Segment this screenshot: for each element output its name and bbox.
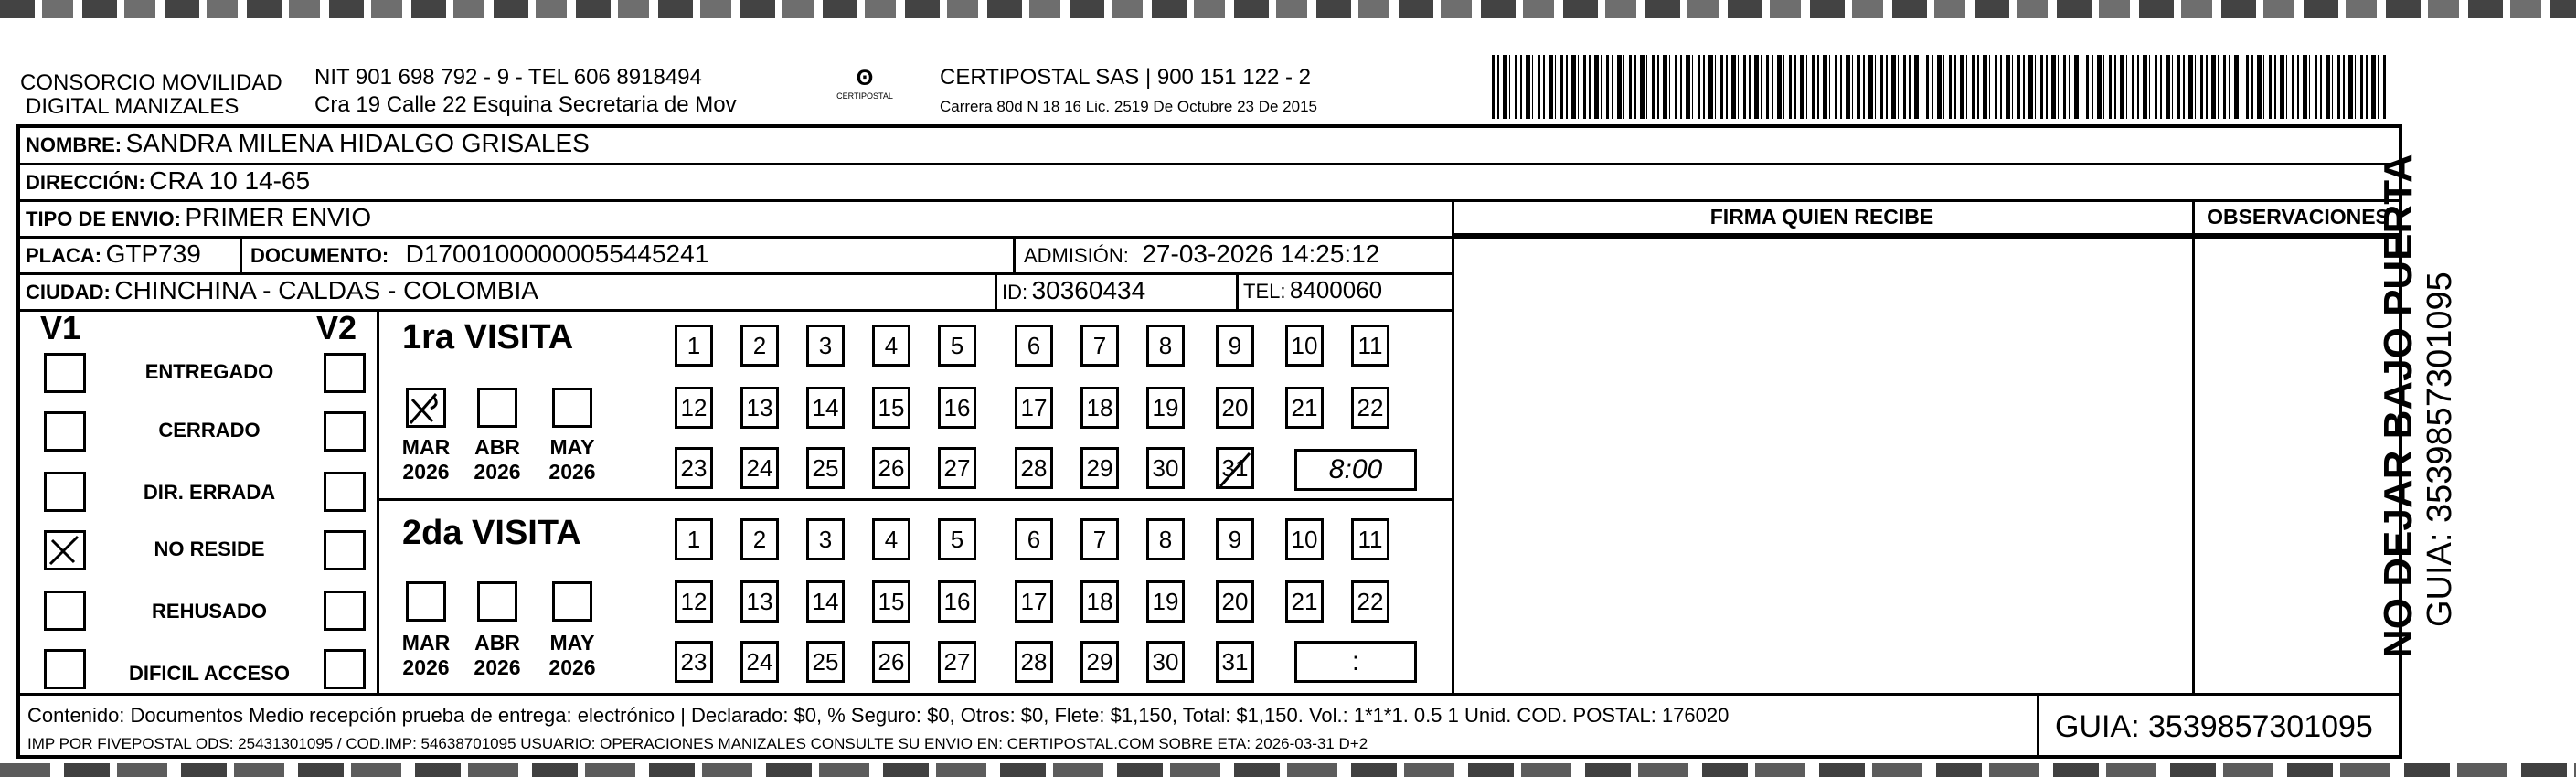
day-box[interactable]: 6 xyxy=(1015,325,1053,367)
company-name xyxy=(20,71,282,119)
visit2-month-mar-checkbox[interactable] xyxy=(406,581,446,622)
visit1-month-abr-checkbox[interactable] xyxy=(477,388,517,428)
visit1-title: 1ra VISITA xyxy=(402,318,574,357)
admision-value: 27-03-2026 14:25:12 xyxy=(1142,239,1380,268)
status-dificil-acceso: DIFICIL ACCESO xyxy=(128,662,290,685)
guia-footer: GUIA: 3539857301095 xyxy=(2055,709,2373,744)
visit1-month-may xyxy=(543,435,601,484)
day-box[interactable]: 17 xyxy=(1015,580,1053,623)
divider xyxy=(16,309,1453,312)
nombre-label: NOMBRE: xyxy=(26,133,122,156)
tipo-row xyxy=(26,203,371,232)
day-box[interactable]: 4 xyxy=(872,518,910,560)
day-box[interactable]: 24 xyxy=(740,641,779,683)
observaciones-label: OBSERVACIONES xyxy=(2207,205,2390,229)
day-box[interactable]: 26 xyxy=(872,641,910,683)
tipo-label: TIPO DE ENVIO: xyxy=(26,208,181,230)
status-entregado: ENTREGADO xyxy=(144,360,274,383)
checkmark-icon xyxy=(409,390,443,425)
day-box[interactable]: 16 xyxy=(938,387,976,429)
side-guia: GUIA: 3539857301095 xyxy=(2421,271,2459,627)
divider xyxy=(16,236,2402,239)
status-no-reside: NO RESIDE xyxy=(154,538,265,560)
visit1-month-mar xyxy=(397,435,455,484)
visit2-month-mar xyxy=(397,631,455,680)
v1-checkbox-dificil-acceso[interactable] xyxy=(44,649,86,689)
day-box[interactable]: 8 xyxy=(1146,518,1185,560)
month-year: 2026 xyxy=(474,460,521,484)
month-year: 2026 xyxy=(402,460,450,484)
day-box[interactable]: 11 xyxy=(1351,518,1389,560)
courier-info xyxy=(940,66,1317,119)
visit2-time: : xyxy=(1351,646,1360,676)
day-box[interactable]: 23 xyxy=(675,447,713,489)
status-rehusado: REHUSADO xyxy=(152,600,267,623)
placa-value: GTP739 xyxy=(105,239,201,268)
day-box[interactable]: 22 xyxy=(1351,580,1389,623)
id-value: 30360434 xyxy=(1031,276,1146,304)
day-box[interactable]: 8 xyxy=(1146,325,1185,367)
day-box[interactable]: 29 xyxy=(1080,447,1119,489)
day-box[interactable]: 10 xyxy=(1285,325,1324,367)
v2-checkbox-cerrado[interactable] xyxy=(324,411,366,452)
month-name: MAR xyxy=(401,631,451,655)
divider xyxy=(240,236,242,272)
visit1-time: 8:00 xyxy=(1328,454,1383,484)
visit2-time-box[interactable] xyxy=(1294,641,1417,683)
v2-checkbox-rehusado[interactable] xyxy=(324,591,366,631)
contenido-line: Contenido: Documentos Medio recepción prueba de entrega: electrónico | Declarado: $0, % Seguro: $0, Otros: $0, Flete: $1,150, Total: $1,150. Vol.: 1*1*1. 0.5 1 Unid. COD. POSTAL: 176020 xyxy=(27,704,1730,727)
divider xyxy=(1452,199,1454,693)
month-year: 2026 xyxy=(474,655,521,679)
day-box[interactable]: 19 xyxy=(1146,387,1185,429)
company-line2: DIGITAL MANIZALES xyxy=(26,94,240,119)
v2-checkbox-dificil-acceso[interactable] xyxy=(324,649,366,689)
visit2-month-may-checkbox[interactable] xyxy=(552,581,592,622)
v2-checkbox-dir-errada[interactable] xyxy=(324,472,366,512)
barcode xyxy=(1492,55,2388,119)
v1-checkbox-entregado[interactable] xyxy=(44,353,86,393)
day-box[interactable]: 3 xyxy=(806,325,845,367)
tel-value: 8400060 xyxy=(1289,276,1383,303)
day-box[interactable]: 16 xyxy=(938,580,976,623)
tel-cell xyxy=(1243,276,1382,304)
status-dir-errada: DIR. ERRADA xyxy=(143,481,276,504)
v1-label: V1 xyxy=(40,309,81,346)
day-box[interactable]: 28 xyxy=(1015,641,1053,683)
day-box[interactable]: 2 xyxy=(740,518,779,560)
torn-top-edge xyxy=(0,0,2576,18)
v1-checkbox-no-reside[interactable] xyxy=(44,530,86,570)
nombre-row xyxy=(26,129,590,158)
day-box[interactable]: 7 xyxy=(1080,518,1119,560)
courier-line: CERTIPOSTAL SAS | 900 151 122 - 2 xyxy=(940,65,1311,90)
documento-value: D17001000000055445241 xyxy=(405,239,709,268)
month-year: 2026 xyxy=(402,655,450,679)
visit1-month-may-checkbox[interactable] xyxy=(552,388,592,428)
divider xyxy=(995,272,997,309)
checkmark-icon xyxy=(47,533,83,568)
month-year: 2026 xyxy=(548,655,596,679)
divider xyxy=(16,693,2402,696)
imp-line: IMP POR FIVEPOSTAL ODS: 25431301095 / COD.IMP: 54638701095 USUARIO: OPERACIONES MANIZALES CONSULTE SU ENVIO EN: CERTIPOSTAL.COM SOBRE ETA: 2026-03-31 D+2 xyxy=(27,735,1368,752)
certipostal-logo xyxy=(830,66,899,101)
admision-cell xyxy=(1024,239,1379,269)
nit-line: NIT 901 698 792 - 9 - TEL 606 8918494 xyxy=(314,65,702,90)
day-box[interactable]: 21 xyxy=(1285,580,1324,623)
v1-checkbox-cerrado[interactable] xyxy=(44,411,86,452)
company-line1: CONSORCIO MOVILIDAD xyxy=(20,70,282,95)
day-box[interactable]: 30 xyxy=(1146,447,1185,489)
day-box[interactable]: 28 xyxy=(1015,447,1053,489)
day-box[interactable]: 6 xyxy=(1015,518,1053,560)
day-box[interactable]: 21 xyxy=(1285,387,1324,429)
day-box[interactable]: 15 xyxy=(872,580,910,623)
divider xyxy=(377,309,379,693)
tipo-value: PRIMER ENVIO xyxy=(185,203,372,231)
visit2-month-may xyxy=(543,631,601,680)
day-box[interactable]: 9 xyxy=(1216,325,1254,367)
divider xyxy=(1236,272,1239,309)
v2-checkbox-entregado[interactable] xyxy=(324,353,366,393)
day-box[interactable]: 31 xyxy=(1216,641,1254,683)
visit1-month-mar-checkbox[interactable] xyxy=(406,388,446,428)
logo-text: CERTIPOSTAL xyxy=(836,91,893,101)
day-box[interactable]: 22 xyxy=(1351,387,1389,429)
divider xyxy=(2037,693,2039,759)
day-box[interactable]: 5 xyxy=(938,518,976,560)
day-box[interactable]: 31 xyxy=(1216,447,1254,489)
day-box[interactable]: 5 xyxy=(938,325,976,367)
divider xyxy=(2192,199,2195,693)
day-box[interactable]: 7 xyxy=(1080,325,1119,367)
month-name: MAR xyxy=(401,435,451,459)
month-name: MAY xyxy=(549,435,595,459)
month-name: ABR xyxy=(474,631,520,655)
day-box[interactable]: 1 xyxy=(675,325,713,367)
id-cell xyxy=(1002,276,1145,305)
ciudad-value: CHINCHINA - CALDAS - COLOMBIA xyxy=(114,276,538,304)
day-box[interactable]: 29 xyxy=(1080,641,1119,683)
day-box[interactable]: 27 xyxy=(938,641,976,683)
side-notice xyxy=(2377,110,2532,658)
day-box[interactable]: 27 xyxy=(938,447,976,489)
day-box[interactable]: 19 xyxy=(1146,580,1185,623)
documento-label: DOCUMENTO: xyxy=(250,244,389,267)
day-box[interactable]: 11 xyxy=(1351,325,1389,367)
divider xyxy=(16,163,2402,165)
visit-divider xyxy=(377,498,1453,501)
day-box[interactable]: 14 xyxy=(806,580,845,623)
placa-cell xyxy=(26,239,201,269)
v1-checkbox-rehusado[interactable] xyxy=(44,591,86,631)
v1-checkbox-dir-errada[interactable] xyxy=(44,472,86,512)
day-box[interactable]: 24 xyxy=(740,447,779,489)
month-name: MAY xyxy=(549,631,595,655)
ciudad-cell xyxy=(26,276,538,305)
day-box[interactable]: 20 xyxy=(1216,580,1254,623)
day-box[interactable]: 17 xyxy=(1015,387,1053,429)
direccion-row xyxy=(26,166,310,196)
day-box[interactable]: 12 xyxy=(675,580,713,623)
day-box[interactable]: 13 xyxy=(740,387,779,429)
v2-checkbox-no-reside[interactable] xyxy=(324,530,366,570)
firma-quien-recibe-label: FIRMA QUIEN RECIBE xyxy=(1709,205,1934,229)
day-box[interactable]: 10 xyxy=(1285,518,1324,560)
divider xyxy=(1013,236,1016,272)
day-box[interactable]: 18 xyxy=(1080,387,1119,429)
day-box[interactable]: 15 xyxy=(872,387,910,429)
id-label: ID: xyxy=(1002,281,1028,303)
visit2-month-abr-checkbox[interactable] xyxy=(477,581,517,622)
logo-icon: ʘ xyxy=(856,66,874,90)
day-box[interactable]: 18 xyxy=(1080,580,1119,623)
v2-label: V2 xyxy=(316,309,357,346)
nombre-value: SANDRA MILENA HIDALGO GRISALES xyxy=(125,129,590,157)
company-info xyxy=(314,66,737,117)
day-box[interactable]: 9 xyxy=(1216,518,1254,560)
ciudad-label: CIUDAD: xyxy=(26,281,111,303)
day-box[interactable]: 26 xyxy=(872,447,910,489)
checkmark-icon xyxy=(1219,450,1253,488)
visit2-title: 2da VISITA xyxy=(402,514,581,552)
signature-field[interactable] xyxy=(1457,239,2188,689)
month-name: ABR xyxy=(474,435,520,459)
courier-address: Carrera 80d N 18 16 Lic. 2519 De Octubre 23 De 2015 xyxy=(940,98,1317,115)
torn-bottom-edge xyxy=(0,763,2576,777)
tel-label: TEL: xyxy=(1243,280,1286,303)
day-box[interactable]: 13 xyxy=(740,580,779,623)
day-box[interactable]: 25 xyxy=(806,447,845,489)
observaciones-field[interactable] xyxy=(2198,239,2399,689)
day-box[interactable]: 23 xyxy=(675,641,713,683)
address-line: Cra 19 Calle 22 Esquina Secretaria de Mov xyxy=(314,92,737,117)
month-year: 2026 xyxy=(548,460,596,484)
status-cerrado: CERRADO xyxy=(158,419,261,442)
day-box[interactable]: 2 xyxy=(740,325,779,367)
visit1-time-box[interactable] xyxy=(1294,449,1417,491)
no-dejar-bajo-puerta: NO DEJAR BAJO PUERTA xyxy=(2376,154,2421,658)
day-box[interactable]: 25 xyxy=(806,641,845,683)
visit2-month-abr xyxy=(468,631,527,680)
admision-label: ADMISIÓN: xyxy=(1024,244,1129,267)
day-box[interactable]: 14 xyxy=(806,387,845,429)
direccion-value: CRA 10 14-65 xyxy=(149,166,311,195)
documento-cell xyxy=(250,239,708,269)
placa-label: PLACA: xyxy=(26,244,102,267)
day-box[interactable]: 1 xyxy=(675,518,713,560)
day-box[interactable]: 20 xyxy=(1216,387,1254,429)
day-box[interactable]: 12 xyxy=(675,387,713,429)
day-box[interactable]: 4 xyxy=(872,325,910,367)
day-box[interactable]: 3 xyxy=(806,518,845,560)
direccion-label: DIRECCIÓN: xyxy=(26,171,145,194)
day-box[interactable]: 30 xyxy=(1146,641,1185,683)
visit1-month-abr xyxy=(468,435,527,484)
